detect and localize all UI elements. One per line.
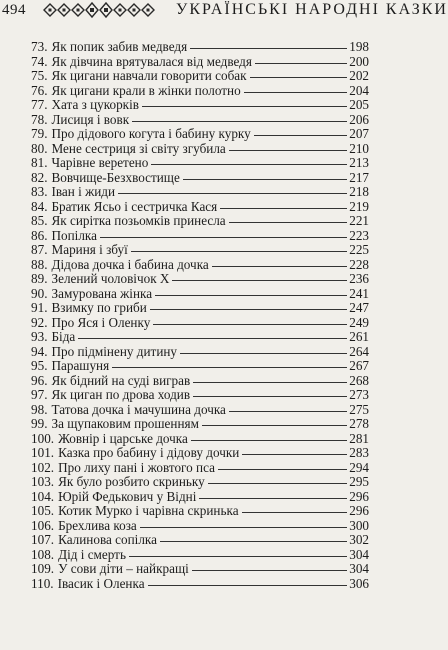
- toc-entry-title: Дід і смерть: [58, 546, 126, 562]
- toc-entry-title: Про лиху пані і жовтого пса: [58, 459, 215, 475]
- dot-leader: [132, 121, 347, 122]
- toc-entry-number: 108.: [31, 546, 55, 562]
- toc-entry-title: Юрій Федькович у Відні: [58, 488, 197, 504]
- toc-entry: [31, 287, 369, 302]
- book-title: УКРАЇНСЬКІ НАРОДНІ КАЗКИ: [176, 1, 448, 18]
- toc-entry-title: Татова дочка і мачушина дочка: [51, 401, 226, 417]
- toc-entry-title: Казка про бабину і дідову дочки: [58, 445, 240, 460]
- dot-leader: [202, 425, 347, 426]
- toc-entry-page: 225: [349, 242, 369, 257]
- dot-leader: [153, 324, 347, 325]
- toc-entry: [31, 171, 369, 186]
- toc-entry-number: 83.: [31, 184, 48, 199]
- toc-entry-title: Як було розбито скриньку: [58, 474, 205, 489]
- toc-entry-page: 295: [349, 474, 369, 489]
- toc-entry-page: 218: [349, 184, 369, 199]
- toc-entry-number: 98.: [31, 401, 48, 417]
- dot-leader: [172, 280, 347, 281]
- toc-entry: [31, 345, 369, 360]
- dot-leader: [254, 135, 347, 136]
- toc-entry: [31, 229, 369, 244]
- toc-entry-page: 219: [349, 198, 369, 214]
- toc-entry-number: 91.: [31, 300, 48, 315]
- toc-entry-title: За щупаковим прошенням: [51, 416, 199, 431]
- toc-entry-title: Як цигани крали в жінки полотно: [51, 82, 241, 98]
- toc-entry-title: Лисиця і вовк: [51, 111, 130, 127]
- toc-entry-number: 78.: [31, 111, 48, 127]
- toc-entry: [31, 475, 369, 490]
- dot-leader: [131, 251, 347, 252]
- dot-leader: [155, 295, 347, 296]
- toc-entry: [31, 417, 369, 432]
- dot-leader: [78, 338, 347, 339]
- toc-entry-number: 82.: [31, 169, 48, 185]
- toc-entry: [31, 185, 369, 200]
- toc-entry-title: Чарівне веретено: [51, 155, 149, 170]
- toc-entry-number: 107.: [31, 532, 55, 547]
- toc-entry-page: 249: [349, 314, 369, 330]
- toc-entry-page: 200: [349, 53, 369, 69]
- toc-entry-page: 300: [349, 517, 369, 533]
- toc-entry-page: 210: [349, 140, 369, 156]
- toc-entry-number: 84.: [31, 198, 48, 214]
- toc-entry: [31, 113, 369, 128]
- toc-entry-page: 304: [349, 546, 369, 562]
- toc-entry-title: Вовчище-Безхвостище: [51, 169, 180, 185]
- toc-entry-number: 88.: [31, 256, 48, 272]
- dot-leader: [140, 527, 347, 528]
- toc-entry-page: 306: [349, 575, 369, 591]
- dot-leader: [100, 237, 347, 238]
- toc-entry-number: 73.: [31, 39, 48, 54]
- toc-entry-title: Біда: [51, 329, 76, 344]
- toc-entry: [31, 200, 369, 215]
- toc-entry-number: 77.: [31, 97, 48, 112]
- toc-entry: [31, 156, 369, 171]
- toc-entry: [31, 40, 369, 55]
- dot-leader: [193, 396, 347, 397]
- toc-entry: [31, 359, 369, 374]
- toc-entry-title: Як дівчина врятувалася від медведя: [51, 53, 252, 69]
- toc-entry-number: 80.: [31, 140, 48, 156]
- toc-entry: [31, 214, 369, 229]
- dot-leader: [193, 382, 347, 383]
- toc-entry: [31, 301, 369, 316]
- table-of-contents: [31, 40, 369, 591]
- dot-leader: [191, 440, 347, 441]
- toc-entry-page: 304: [349, 561, 369, 576]
- toc-entry-page: 202: [349, 68, 369, 83]
- toc-entry-number: 81.: [31, 155, 48, 170]
- toc-entry: [31, 84, 369, 99]
- running-header: [0, 0, 448, 24]
- toc-entry-title: Мене сестриця зі світу згубила: [51, 140, 226, 156]
- toc-entry-number: 103.: [31, 474, 55, 489]
- toc-entry-page: 281: [349, 430, 369, 446]
- toc-entry-title: Іван і жиди: [51, 184, 116, 199]
- toc-entry-number: 100.: [31, 430, 55, 446]
- toc-entry: [31, 127, 369, 142]
- toc-entry: [31, 446, 369, 461]
- dot-leader: [129, 556, 347, 557]
- dot-leader: [220, 208, 347, 209]
- toc-entry-page: 204: [349, 82, 369, 98]
- toc-entry-title: Як сирітка позьомків принесла: [51, 213, 226, 228]
- toc-entry-page: 228: [349, 256, 369, 272]
- dot-leader: [229, 411, 347, 412]
- dot-leader: [160, 541, 347, 542]
- toc-entry-number: 105.: [31, 503, 55, 518]
- toc-entry-title: Попілка: [51, 227, 97, 243]
- toc-entry-page: 207: [349, 126, 369, 141]
- toc-entry: [31, 243, 369, 258]
- toc-entry-page: 264: [349, 343, 369, 359]
- toc-entry-title: Замурована жінка: [51, 285, 153, 301]
- dot-leader: [212, 266, 347, 267]
- dot-leader: [229, 222, 348, 223]
- toc-entry-title: Як циган по дрова ходив: [51, 387, 191, 402]
- toc-entry-page: 241: [349, 285, 369, 301]
- dot-leader: [208, 483, 348, 484]
- dot-leader: [255, 63, 347, 64]
- toc-entry-page: 296: [349, 503, 369, 518]
- toc-entry-number: 102.: [31, 459, 55, 475]
- dot-leader: [180, 353, 347, 354]
- toc-entry-page: 275: [349, 401, 369, 417]
- toc-entry-number: 89.: [31, 271, 48, 286]
- toc-entry-page: 213: [349, 155, 369, 170]
- toc-entry-page: 198: [349, 39, 369, 54]
- toc-entry-page: 267: [349, 358, 369, 373]
- toc-entry-number: 106.: [31, 517, 55, 533]
- toc-entry-page: 206: [349, 111, 369, 127]
- toc-entry: [31, 258, 369, 273]
- toc-entry-page: 223: [349, 227, 369, 243]
- dot-leader: [242, 512, 348, 513]
- toc-entry-number: 76.: [31, 82, 48, 98]
- toc-entry-title: У сови діти – найкращі: [58, 561, 189, 576]
- toc-entry-number: 90.: [31, 285, 48, 301]
- toc-entry-title: Калинова сопілка: [58, 532, 157, 547]
- toc-entry-number: 99.: [31, 416, 48, 431]
- dot-leader: [244, 92, 348, 93]
- toc-entry: [31, 316, 369, 331]
- toc-entry-title: Як цигани навчали говорити собак: [51, 68, 247, 83]
- toc-entry-title: Хата з цукорків: [51, 97, 139, 112]
- toc-entry-page: 294: [349, 459, 369, 475]
- dot-leader: [148, 585, 348, 586]
- toc-entry: [31, 403, 369, 418]
- toc-entry-title: Про дідового когута і бабину курку: [51, 126, 251, 141]
- toc-entry-number: 104.: [31, 488, 55, 504]
- dot-leader: [229, 150, 347, 151]
- toc-entry-title: Про Яся і Оленку: [51, 314, 151, 330]
- dot-leader: [151, 164, 347, 165]
- dot-leader: [192, 570, 347, 571]
- toc-entry: [31, 374, 369, 389]
- toc-entry-page: 296: [349, 488, 369, 504]
- toc-entry: [31, 142, 369, 157]
- dot-leader: [242, 454, 347, 455]
- toc-entry-page: 302: [349, 532, 369, 547]
- toc-entry-number: 79.: [31, 126, 48, 141]
- dot-leader: [199, 498, 347, 499]
- toc-entry-title: Про підмінену дитину: [51, 343, 178, 359]
- toc-entry-title: Взимку по гриби: [51, 300, 147, 315]
- toc-entry-title: Як бідний на суді виграв: [51, 372, 191, 388]
- toc-entry: [31, 533, 369, 548]
- dot-leader: [150, 309, 347, 310]
- toc-entry-page: 273: [349, 387, 369, 402]
- toc-entry: [31, 490, 369, 505]
- dot-leader: [190, 48, 347, 49]
- dot-leader: [218, 469, 347, 470]
- toc-entry: [31, 504, 369, 519]
- toc-entry-number: 109.: [31, 561, 55, 576]
- toc-entry-page: 236: [349, 271, 369, 286]
- toc-entry: [31, 461, 369, 476]
- toc-entry-number: 97.: [31, 387, 48, 402]
- dot-leader: [118, 193, 347, 194]
- toc-entry-page: 278: [349, 416, 369, 431]
- toc-entry-title: Братик Ясьо і сестричка Кася: [51, 198, 218, 214]
- toc-entry: [31, 562, 369, 577]
- toc-entry-page: 247: [349, 300, 369, 315]
- toc-entry-number: 95.: [31, 358, 48, 373]
- toc-entry: [31, 388, 369, 403]
- embroidery-ornament-icon: [42, 1, 162, 19]
- toc-entry-number: 87.: [31, 242, 48, 257]
- toc-entry: [31, 548, 369, 563]
- toc-entry-number: 85.: [31, 213, 48, 228]
- toc-entry-title: Івасик і Оленка: [57, 575, 145, 591]
- toc-entry-title: Зелений чоловічок Х: [51, 271, 170, 286]
- toc-entry-number: 75.: [31, 68, 48, 83]
- dot-leader: [112, 367, 347, 368]
- toc-entry-page: 283: [349, 445, 369, 460]
- toc-entry-page: 268: [349, 372, 369, 388]
- toc-entry-number: 93.: [31, 329, 48, 344]
- toc-entry: [31, 577, 369, 592]
- toc-entry: [31, 330, 369, 345]
- toc-entry-title: Брехлива коза: [58, 517, 137, 533]
- toc-entry-number: 94.: [31, 343, 48, 359]
- toc-entry-number: 86.: [31, 227, 48, 243]
- toc-entry-page: 261: [349, 329, 369, 344]
- toc-entry-number: 74.: [31, 53, 48, 69]
- toc-entry-page: 221: [349, 213, 369, 228]
- toc-entry-number: 110.: [31, 575, 54, 591]
- toc-entry: [31, 98, 369, 113]
- toc-entry-title: Жовнір і царське дочка: [58, 430, 188, 446]
- toc-entry: [31, 69, 369, 84]
- toc-entry-page: 205: [349, 97, 369, 112]
- toc-entry-title: Як попик забив медведя: [51, 39, 188, 54]
- dot-leader: [250, 77, 348, 78]
- toc-entry-title: Дідова дочка і бабина дочка: [51, 256, 209, 272]
- toc-entry: [31, 272, 369, 287]
- toc-entry-number: 101.: [31, 445, 55, 460]
- toc-entry-title: Мариня і збуї: [51, 242, 128, 257]
- toc-entry-page: 217: [349, 169, 369, 185]
- toc-entry: [31, 55, 369, 70]
- toc-entry-title: Котик Мурко і чарівна скринька: [58, 503, 239, 518]
- toc-entry-number: 92.: [31, 314, 48, 330]
- page-number: 494: [2, 2, 26, 18]
- toc-entry-number: 96.: [31, 372, 48, 388]
- toc-entry: [31, 519, 369, 534]
- toc-entry: [31, 432, 369, 447]
- dot-leader: [183, 179, 347, 180]
- dot-leader: [142, 106, 347, 107]
- toc-entry-title: Парашуня: [51, 358, 110, 373]
